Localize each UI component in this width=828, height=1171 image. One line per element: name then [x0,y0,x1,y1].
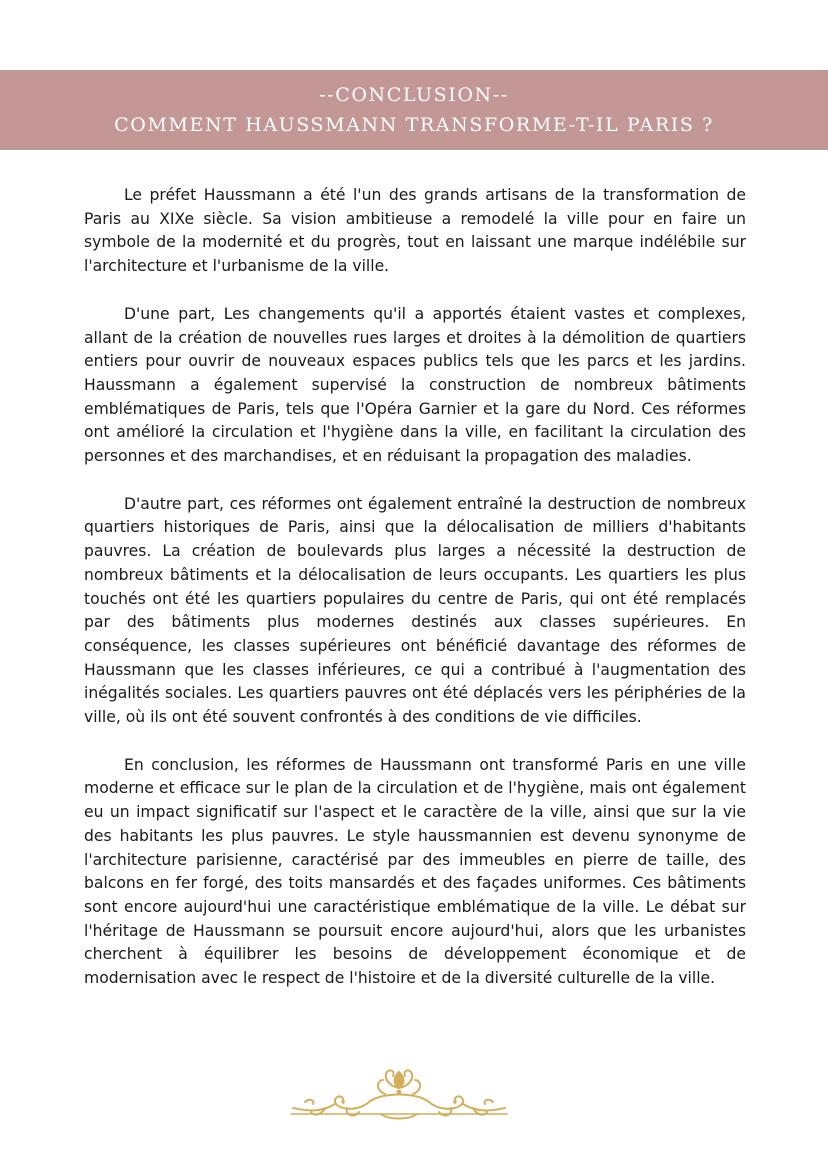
body-text [84,184,746,1015]
title-banner [0,70,828,150]
page-title: COMMENT HAUSSMANN TRANSFORME-T-IL PARIS ? [114,114,714,136]
paragraph-intro: Le préfet Haussmann a été l'un des grands artisans de la transformation de Paris au XIXe siècle. Sa vision ambitieuse a remodelé la ville pour en faire un symbole de la modernité et du progrès, tout en laissant une marque indélébile sur l'architecture et l'urbanisme de la ville. [84,186,746,276]
paragraph-dautre-part: D'autre part, ces réformes ont également entraîné la destruction de nombreux quartiers historiques de Paris, ainsi que la délocalisation de milliers d'habitants pauvres. La création de boulevards plus larges a nécessité la destruction de nombreux bâtiments et la délocalisation de leurs occupants. Les quartiers les plus touchés ont été les quartiers populaires du centre de Paris, qui ont été remplacés par des bâtiments plus modernes destinés aux classes supérieures. En conséquence, les classes supérieures ont bénéficié davantage des réformes de Haussmann que les classes inférieures, ce qui a contribué à l'augmentation des inégalités sociales. Les quartiers pauvres ont été déplacés vers les périphéries de la ville, où ils ont été souvent confrontés à des conditions de vie difficiles. [84,494,746,727]
gold-flourish-ornament-icon [285,1064,513,1124]
paragraph-dune-part: D'une part, Les changements qu'il a apportés étaient vastes et complexes, allant de la création de nouvelles rues larges et droites à la démolition de quartiers entiers pour ouvrir de nouveaux espaces publics tels que les parcs et les jardins. Haussmann a également supervisé la construction de nombreux bâtiments emblématiques de Paris, tels que l'Opéra Garnier et la gare du Nord. Ces réformes ont amélioré la circulation et l'hygiène dans la ville, en facilitant la circulation des personnes et des marchandises, et en réduisant la propagation des maladies. [84,304,746,466]
section-label: --CONCLUSION-- [319,84,509,106]
paragraph-conclusion: En conclusion, les réformes de Haussmann ont transformé Paris en une ville moderne et efficace sur le plan de la circulation et de l'hygiène, mais ont également eu un impact significatif sur l'aspect et le caractère de la ville, ainsi que sur la vie des habitants les plus pauvres. Le style haussmannien est devenu synonyme de l'architecture parisienne, caractérisé par des immeubles en pierre de taille, des balcons en fer forgé, des toits mansardés et des façades uniformes. Ces bâtiments sont encore aujourd'hui une caractéristique emblématique de la ville. Le débat sur l'héritage de Haussmann se poursuit encore aujourd'hui, alors que les urbanistes cherchent à équilibrer les besoins de développement économique et de modernisation avec le respect de l'histoire et de la diversité culturelle de la ville. [84,755,746,988]
